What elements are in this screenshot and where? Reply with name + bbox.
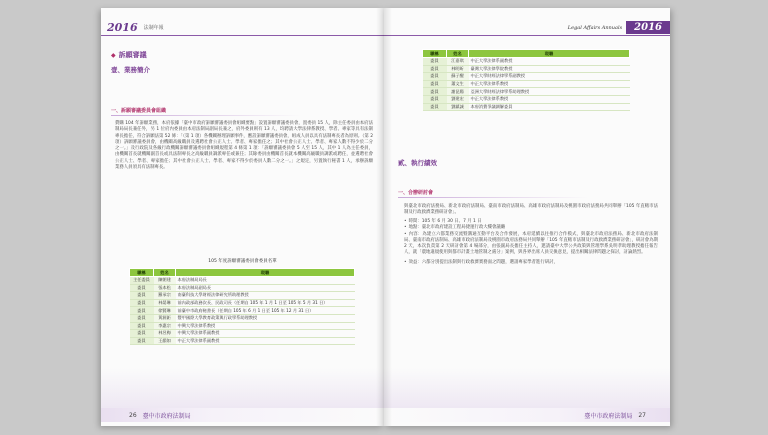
cell-name: 蘇子醒 <box>447 73 469 81</box>
heading-rule <box>111 115 301 116</box>
left-page <box>101 8 384 426</box>
cell-title: 委員 <box>130 292 154 300</box>
right-header-sub: Legal Affairs Annuals <box>567 24 623 31</box>
cell-position: 本府消費爭議調解委員 <box>469 103 630 111</box>
cell-position: 中興大學法律系副教授 <box>176 330 355 338</box>
left-header <box>101 20 384 36</box>
cell-position: 中正大學法律系教授 <box>469 95 630 103</box>
col-header: 現職 <box>176 269 355 277</box>
list-item: • 效益：六都分別提出法制與行政救濟實務面之問題，選請專家學者進行研討， <box>404 259 558 265</box>
cell-title: 委員 <box>423 95 447 103</box>
heading: 一、訴願審議委員會組織 <box>111 108 167 114</box>
cell-name: 陳朝建 <box>154 277 176 285</box>
footer-wave <box>384 368 670 408</box>
cell-title: 委員 <box>423 103 447 111</box>
cell-title: 主任委員 <box>130 277 154 285</box>
subsection-title: 壹、業務簡介 <box>111 66 150 74</box>
cell-position: 中興大學法律系教授 <box>176 322 355 330</box>
table-row <box>130 330 355 338</box>
table-row <box>130 299 355 307</box>
right-footer <box>384 408 670 422</box>
right-header <box>384 20 670 36</box>
cell-name: 謝昆陽 <box>447 88 469 96</box>
cell-position: 前臺中市政府秘書長（任期自 105 年 6 月 1 日至 105 年 12 月 31 日） <box>176 307 355 315</box>
table-row <box>423 103 630 111</box>
committee-table-cont <box>422 49 630 111</box>
table-row <box>130 314 355 322</box>
committee-table <box>129 268 355 345</box>
cell-position: 臺灣大學法律學院教授 <box>469 65 630 73</box>
list-item: • 內容：為建立六都業務交流暨溝通互動平台及合作發展，本府延續以往推行合作模式，與臺北市政府法務局、新北市政府法制局、臺南市政府法制局、高雄市政府法制局及桃園市政府法務局共同舉辦「105 年直轄市法制及行政救濟業務研討會」，研討會為期 2 天，本次負責第 2 天研討會第 4 場部分，由張副局長擔任主持人，邀請臺中大學公共政策與管理學系吳明孝助理教授擔任報告人，就「農地違規使用與都市計畫土地管制之處分」案例，與各界出席人員交換意見，提出相關法律問題之探討，討論熱烈。 <box>404 231 658 256</box>
cell-position: 本府法制局副局長 <box>176 284 355 292</box>
footer-wave <box>101 368 384 408</box>
left-header-sub: 法制年報 <box>143 25 164 31</box>
cell-title: 委員 <box>423 80 447 88</box>
footer-org: 臺中市政府法制局 <box>584 412 633 420</box>
table-row <box>130 307 355 315</box>
cell-name: 徐賢琳 <box>154 307 176 315</box>
cell-name: 江嘉琪 <box>447 58 469 66</box>
heading-rule <box>398 197 588 198</box>
table-row <box>423 95 630 103</box>
cell-title: 委員 <box>130 299 154 307</box>
cell-title: 委員 <box>130 330 154 338</box>
cell-title: 委員 <box>130 307 154 315</box>
cell-name: 林昱梅 <box>154 330 176 338</box>
page-number: 27 <box>638 411 646 419</box>
table-row <box>423 88 630 96</box>
cell-name: 林明昕 <box>447 65 469 73</box>
table-row <box>423 73 630 81</box>
col-header: 職稱 <box>130 269 154 277</box>
cell-title: 委員 <box>130 337 154 345</box>
table-row <box>130 277 355 285</box>
cell-position: 前內政部政務次長、民政司長（任期自 105 年 1 月 1 日至 105 年 5 月 31 日） <box>176 299 355 307</box>
bullet-list <box>404 219 658 266</box>
paragraph: 與臺北市政府法務局、新北市政府法制局、臺南市政府法制局、高雄市政府法制局及桃園市政府法務局共同舉辦「105 年直轄市法制及行政救濟業務研討會」。 <box>404 204 658 216</box>
table-row <box>130 322 355 330</box>
cell-name: 劉建宏 <box>447 95 469 103</box>
cell-position: 中正大學財經法律學系副教授 <box>469 73 630 81</box>
left-footer <box>101 408 384 422</box>
cell-position: 亞洲大學財經法律學系助理教授 <box>469 88 630 96</box>
cell-name: 林晏琳 <box>154 299 176 307</box>
table-row <box>423 65 630 73</box>
cell-name: 劉鎮誠 <box>447 103 469 111</box>
table-row <box>130 337 355 345</box>
cell-name: 李惠宗 <box>154 322 176 330</box>
section-title: ◆ 訴願審議 <box>111 51 147 59</box>
col-header: 職稱 <box>423 50 447 58</box>
col-header: 姓名 <box>447 50 469 58</box>
table-caption: 105 年度訴願審議委員會委員名單 <box>208 259 277 264</box>
table-row <box>130 292 355 300</box>
book-gutter <box>376 8 392 426</box>
heading: 一、合辦研討會 <box>398 190 434 196</box>
subsection-title: 貳、執行績效 <box>398 159 437 167</box>
cell-name: 羅承宗 <box>154 292 176 300</box>
col-header: 現職 <box>469 50 630 58</box>
cell-title: 委員 <box>423 88 447 96</box>
table-row <box>423 80 630 88</box>
right-year: 2016 <box>626 21 670 34</box>
col-header: 姓名 <box>154 269 176 277</box>
diamond-icon: ◆ <box>111 51 116 59</box>
cell-name: 黃源鉅 <box>154 314 176 322</box>
list-item: • 時間：105 年 6 月 30 日、7 月 1 日 <box>404 219 482 224</box>
cell-position: 豐甲國際大學教育政策與行政學系助理教授 <box>176 314 355 322</box>
cell-title: 委員 <box>130 322 154 330</box>
cell-position: 南臺科技大學財經法律研究所助理教授 <box>176 292 355 300</box>
page-number: 26 <box>129 411 137 419</box>
left-year: 2016 <box>107 21 138 34</box>
cell-title: 委員 <box>130 314 154 322</box>
cell-position: 中正大學法律系副教授 <box>176 337 355 345</box>
cell-title: 委員 <box>423 65 447 73</box>
cell-position: 中正大學法律系教授 <box>469 80 630 88</box>
cell-title: 委員 <box>130 284 154 292</box>
cell-name: 王韻如 <box>154 337 176 345</box>
cell-position: 中正大學法律系副教授 <box>469 58 630 66</box>
table-row <box>423 58 630 66</box>
table-row <box>130 284 355 292</box>
cell-name: 蕭文生 <box>447 80 469 88</box>
cell-position: 本府法制局局長 <box>176 277 355 285</box>
list-item: • 地點：臺北市政府建設工程局捷運行政大樓會議廳 <box>404 225 506 231</box>
right-page <box>384 8 670 426</box>
paragraph: 費購 104 年訴願業務，本府依據「臺中市政府訴願審議委員會組織要點」設置訴願審議委員會，置委員 15 人，除主任委員由本府法制局局長兼任外，另 1 位府內委員由本府法制局副局長兼之，府外委員則有 13 人，均聘請大學法律系教授、學者、專家等具有法制專長擔任，符合訴願法第 52 條：「（第 1 項）各機關辦理訴願事件，應設訴願審議委員會，組成人員以具有法制專長者為原則。（第 2 項）訴願審議委員會，由機關高級職員及遴聘社會公正人士、學者、專家擔任之；其中社會公正人士、學者、專家人數不得少於二分之一。」及行政院及各級行政機關訴願審議委員會組織規程第 4 條第 1 項：「訴願審議委員會 5 人至 15 人，其中 1 人為主任委員，由機關首長就機關副首長或具法制專長之高級職員調派專任或兼任；其餘委員由機關首長就本機關高級職員調派或聘任，並遴聘社會公正人士、學者、專家擔任；其中社會公正人士、學者、專家不得少於委員人數二分之一。」之規定，另置執行秘書 1 人，承辦訴願業務人員須具有法制專長。 <box>115 121 373 171</box>
footer-org: 臺中市政府法制局 <box>142 412 191 420</box>
cell-title: 委員 <box>423 73 447 81</box>
cell-name: 張本松 <box>154 284 176 292</box>
cell-title: 委員 <box>423 58 447 66</box>
